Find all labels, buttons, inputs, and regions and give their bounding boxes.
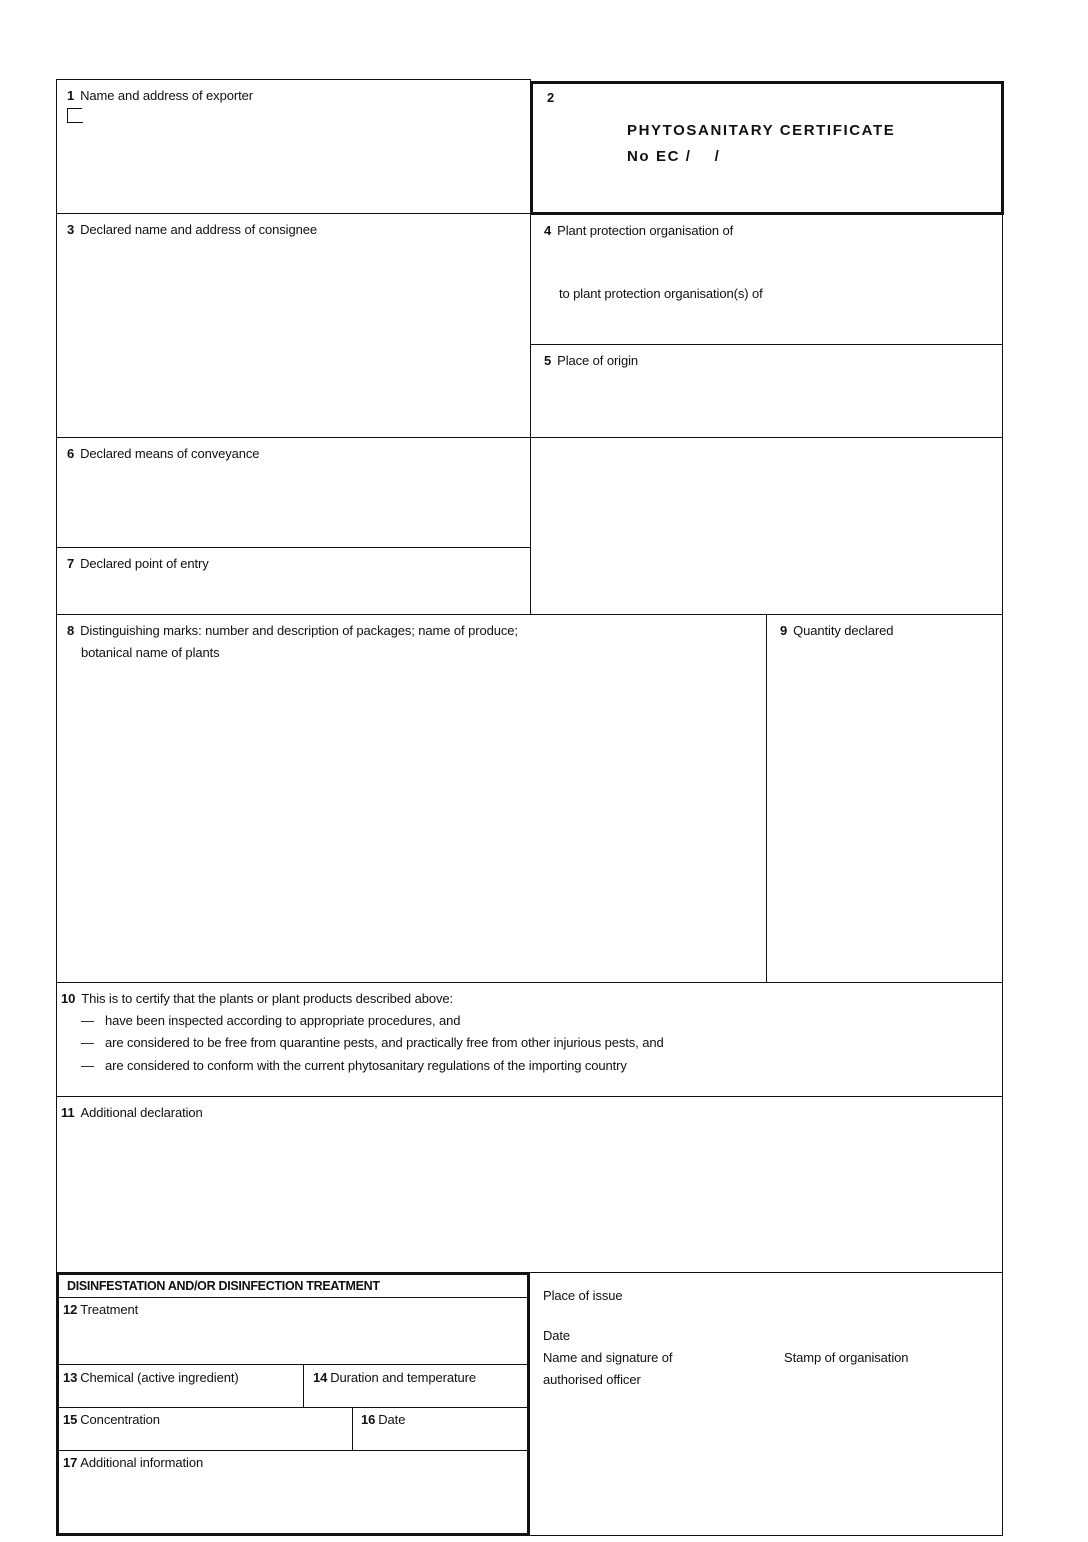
box-2-number: 2: [547, 90, 555, 105]
address-window-corner-mark: [67, 108, 82, 123]
treatment-section: [56, 1272, 530, 1536]
address-window-corner-mark-base: [67, 122, 83, 123]
certification-item-1: — have been inspected according to appropriate procedures, and: [81, 1013, 461, 1028]
blank-box-right: [530, 437, 1003, 615]
box-3-consignee: [56, 213, 531, 438]
certification-item-2: — are considered to be free from quarantine pests, and practically free from other injurious pests, and: [81, 1035, 664, 1050]
issue-section: [527, 1272, 1003, 1536]
box-10-certification: [56, 982, 1003, 1097]
authorised-officer-label: authorised officer: [543, 1372, 641, 1387]
stamp-label: Stamp of organisation: [784, 1350, 909, 1365]
box-16-label: 16 Date: [361, 1412, 406, 1427]
box-4-line-2: to plant protection organisation(s) of: [559, 286, 763, 301]
box-5-label: 5 Place of origin: [544, 353, 639, 368]
box-10-label: 10 This is to certify that the plants or plant products described above:: [61, 991, 454, 1006]
box-8-distinguishing-marks: [56, 614, 767, 983]
treatment-header: DISINFESTATION AND/OR DISINFECTION TREATMENT: [67, 1279, 380, 1293]
box-1-label: 1 Name and address of exporter: [67, 88, 253, 103]
box-17-label: 17 Additional information: [63, 1455, 204, 1470]
box-12-label: 12 Treatment: [63, 1302, 139, 1317]
box-7-label: 7 Declared point of entry: [67, 556, 209, 571]
box-5-place-of-origin: [530, 344, 1003, 438]
box-11-label: 11 Additional declaration: [61, 1105, 203, 1120]
box-2-certificate-title: [530, 81, 1004, 215]
box-11-additional-declaration: [56, 1096, 1003, 1273]
name-signature-label: Name and signature of: [543, 1350, 673, 1365]
box-8-label: 8 Distinguishing marks: number and description of packages; name of produce;: [67, 623, 518, 638]
box-1-exporter: [56, 79, 531, 214]
box-15-label: 15 Concentration: [63, 1412, 160, 1427]
box-15-16-divider: [352, 1407, 353, 1450]
treatment-header-divider: [59, 1297, 527, 1298]
box-9-label: 9 Quantity declared: [780, 623, 894, 638]
certificate-title: PHYTOSANITARY CERTIFICATE: [627, 122, 896, 139]
box-14-label: 14 Duration and temperature: [313, 1370, 477, 1385]
box-13-14-divider: [303, 1364, 304, 1407]
box-12-divider: [59, 1364, 527, 1365]
box-6-means-of-conveyance: [56, 437, 531, 548]
certification-item-3: — are considered to conform with the current phytosanitary regulations of the importing country: [81, 1058, 627, 1073]
date-label: Date: [543, 1328, 571, 1343]
box-15-divider: [59, 1450, 527, 1451]
box-7-point-of-entry: [56, 547, 531, 615]
box-4-plant-protection: [530, 213, 1003, 345]
box-4-label: 4 Plant protection organisation of: [544, 223, 734, 238]
box-9-quantity-declared: [766, 614, 1003, 983]
box-13-divider: [59, 1407, 527, 1408]
box-6-label: 6 Declared means of conveyance: [67, 446, 260, 461]
box-8-line-2: botanical name of plants: [81, 645, 220, 660]
place-of-issue-label: Place of issue: [543, 1288, 623, 1303]
box-3-label: 3 Declared name and address of consignee: [67, 222, 317, 237]
certificate-number: No EC / /: [627, 148, 721, 165]
box-13-label: 13 Chemical (active ingredient): [63, 1370, 239, 1385]
